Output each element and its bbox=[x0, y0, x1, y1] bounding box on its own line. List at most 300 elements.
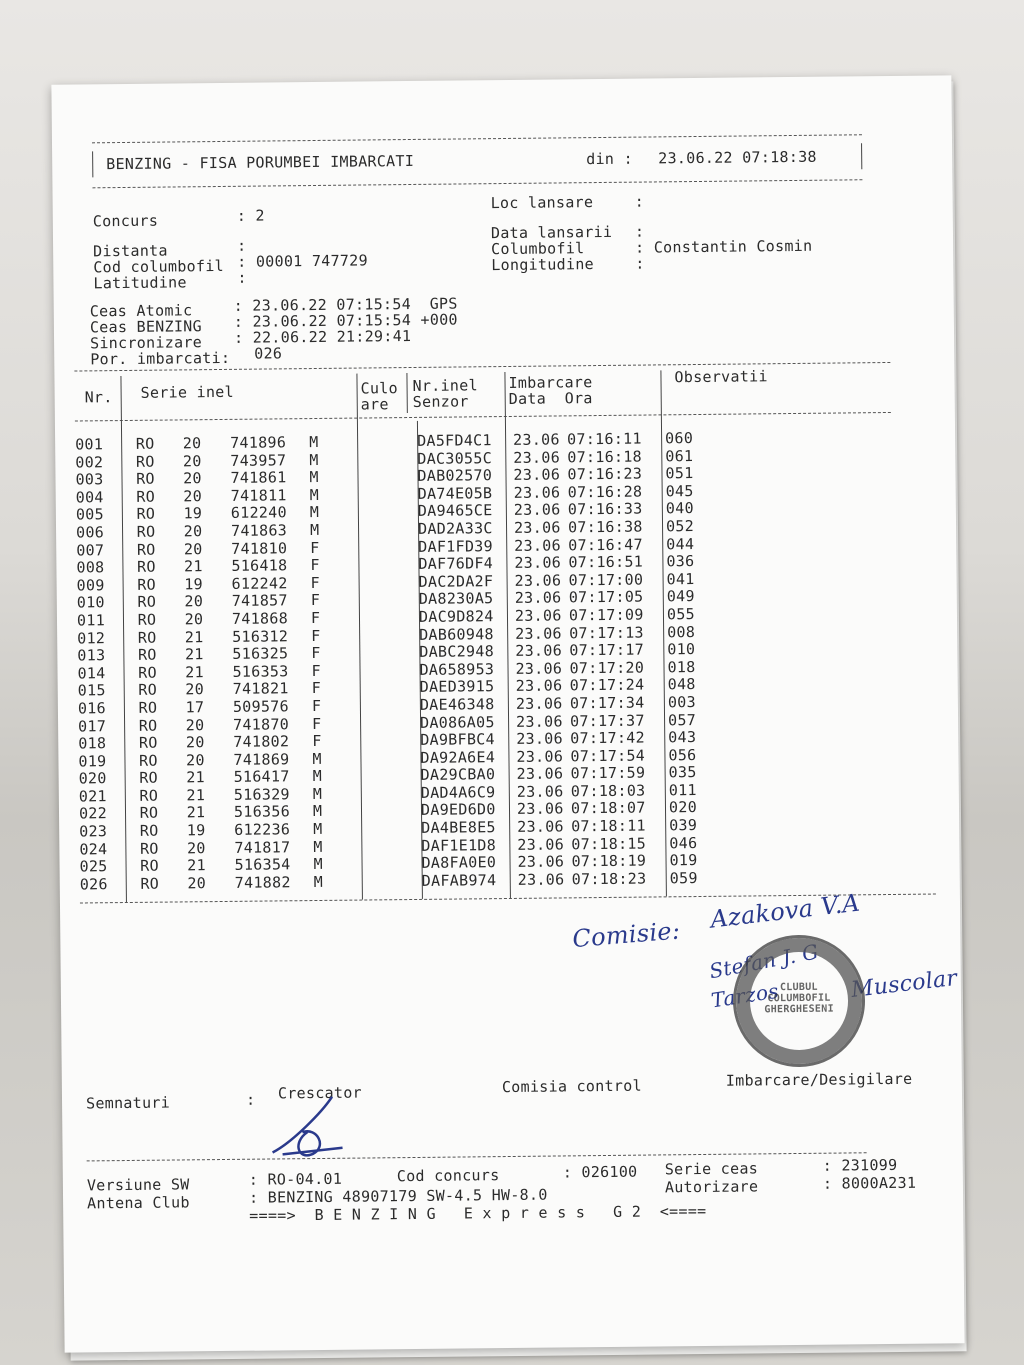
row-date: 23.06 bbox=[513, 430, 560, 449]
row-country: RO bbox=[139, 804, 159, 823]
handwritten-name-1: Azakova V.A bbox=[708, 888, 862, 934]
row-country: RO bbox=[138, 698, 158, 717]
row-time: 07:16:38 bbox=[567, 517, 643, 537]
row-year: 20 bbox=[183, 539, 203, 558]
benzing-express-banner: ====> B E N Z I N G E x p r e s s G 2 <==== bbox=[249, 1201, 707, 1225]
concurs-value: : 2 bbox=[236, 206, 265, 225]
row-ring: 516354 bbox=[234, 855, 291, 875]
row-ring: 741882 bbox=[234, 873, 291, 892]
ceas-benzing-value: : 23.06.22 07:15:54 +000 bbox=[233, 310, 458, 331]
row-sex: F bbox=[311, 644, 321, 663]
row-date: 23.06 bbox=[514, 571, 562, 590]
row-date: 23.06 bbox=[513, 465, 561, 485]
row-sensor: DAF1FD39 bbox=[418, 536, 493, 556]
distanta-label: Distanta bbox=[93, 241, 168, 261]
row-obs: 008 bbox=[667, 622, 696, 641]
row-obs: 057 bbox=[667, 710, 697, 729]
row-obs: 059 bbox=[669, 868, 698, 888]
row-obs: 060 bbox=[665, 429, 694, 448]
row-color bbox=[362, 714, 420, 732]
row-country: RO bbox=[138, 663, 157, 682]
row-year: 20 bbox=[183, 469, 202, 488]
col-header-culo: Culo bbox=[360, 379, 399, 398]
row-nr: 010 bbox=[76, 593, 105, 612]
row-nr: 008 bbox=[76, 558, 105, 577]
row-sex: M bbox=[309, 432, 319, 452]
col-sep-culo-top bbox=[406, 373, 407, 413]
row-color bbox=[359, 451, 417, 469]
row-sensor: DAF76DF4 bbox=[418, 554, 494, 574]
row-nr: 005 bbox=[75, 505, 104, 524]
row-color bbox=[363, 855, 421, 873]
row-ring: 741896 bbox=[230, 433, 287, 452]
row-time: 07:17:42 bbox=[570, 728, 646, 748]
col-header-imbarcare: Imbarcare bbox=[508, 373, 593, 392]
row-sensor: DA8230A5 bbox=[418, 589, 494, 609]
row-color bbox=[361, 644, 419, 662]
row-nr: 024 bbox=[79, 839, 108, 859]
row-ring: 516325 bbox=[232, 644, 289, 664]
cod-columbofil-label: Cod columbofil bbox=[93, 256, 225, 277]
por-imbarcati-value: 026 bbox=[254, 344, 283, 363]
row-year: 20 bbox=[183, 486, 203, 506]
document-sheet bbox=[51, 75, 964, 1352]
autorizare-label: Autorizare bbox=[664, 1177, 759, 1197]
row-ring: 741811 bbox=[230, 486, 287, 505]
row-year: 21 bbox=[185, 662, 204, 682]
row-obs: 049 bbox=[666, 587, 695, 606]
row-time: 07:18:07 bbox=[570, 799, 646, 818]
col-header-data-ora: Data Ora bbox=[508, 389, 593, 408]
por-imbarcati-label: Por. imbarcati: bbox=[90, 348, 231, 369]
row-year: 21 bbox=[184, 557, 203, 576]
row-nr: 025 bbox=[79, 857, 108, 876]
row-date: 23.06 bbox=[516, 747, 564, 766]
row-obs: 043 bbox=[668, 728, 697, 747]
row-sex: F bbox=[310, 538, 320, 557]
row-obs: 011 bbox=[668, 780, 697, 800]
versiune-sw-value: : RO-04.01 bbox=[248, 1169, 343, 1189]
row-sensor: DAE46348 bbox=[419, 695, 495, 714]
row-time: 07:17:20 bbox=[569, 658, 645, 678]
row-color bbox=[363, 820, 421, 838]
row-time: 07:16:33 bbox=[567, 499, 643, 519]
row-color bbox=[359, 468, 417, 486]
row-year: 20 bbox=[182, 434, 202, 453]
row-ring: 612236 bbox=[234, 820, 291, 839]
row-country: RO bbox=[137, 628, 157, 647]
document-title: BENZING - FISA PORUMBEI IMBARCATI bbox=[106, 151, 415, 174]
antena-club-label: Antena Club bbox=[87, 1193, 190, 1213]
col-header-nr: Nr. bbox=[84, 388, 113, 407]
row-obs: 039 bbox=[669, 816, 698, 835]
row-country: RO bbox=[138, 733, 158, 752]
row-sensor: DAB02570 bbox=[417, 466, 493, 486]
row-year: 19 bbox=[184, 574, 204, 594]
row-country: RO bbox=[136, 540, 156, 559]
club-stamp bbox=[732, 934, 865, 1067]
row-year: 20 bbox=[184, 610, 204, 629]
row-ring: 741868 bbox=[231, 609, 289, 628]
row-year: 21 bbox=[186, 803, 206, 822]
row-time: 07:16:18 bbox=[567, 447, 643, 466]
row-country: RO bbox=[139, 768, 159, 788]
row-sex: F bbox=[311, 661, 321, 680]
row-sensor: DA92A6E4 bbox=[420, 747, 496, 767]
row-color bbox=[361, 574, 419, 592]
row-sensor: DAC9D824 bbox=[418, 607, 494, 626]
row-date: 23.06 bbox=[515, 694, 563, 713]
row-ring: 612242 bbox=[231, 574, 288, 593]
row-country: RO bbox=[140, 874, 160, 893]
row-country: RO bbox=[135, 452, 155, 471]
row-sex: M bbox=[312, 784, 323, 803]
row-nr: 017 bbox=[78, 716, 107, 736]
row-date: 23.06 bbox=[516, 799, 564, 819]
row-nr: 003 bbox=[75, 470, 104, 489]
row-date: 23.06 bbox=[513, 518, 561, 537]
row-sex: M bbox=[309, 450, 319, 469]
row-nr: 019 bbox=[78, 751, 107, 771]
col-header-senzor: Senzor bbox=[412, 392, 469, 411]
row-date: 23.06 bbox=[515, 623, 562, 643]
row-year: 21 bbox=[184, 627, 204, 646]
row-ring: 516418 bbox=[231, 556, 288, 576]
row-sensor: DA5FD4C1 bbox=[417, 431, 492, 450]
row-ring: 741857 bbox=[231, 591, 288, 611]
row-country: RO bbox=[135, 434, 155, 453]
row-country: RO bbox=[137, 593, 157, 612]
col-header-observatii: Observatii bbox=[674, 367, 768, 387]
row-time: 07:16:47 bbox=[568, 535, 643, 554]
crescator-label: Crescator bbox=[277, 1083, 363, 1103]
row-year: 19 bbox=[186, 821, 206, 840]
row-color bbox=[360, 538, 418, 556]
pigeon-table bbox=[75, 430, 730, 894]
comisia-control-label: Comisia control bbox=[501, 1076, 642, 1097]
latitudine-value: : bbox=[237, 268, 247, 287]
row-country: RO bbox=[138, 680, 158, 700]
row-color bbox=[360, 521, 418, 539]
row-date: 23.06 bbox=[516, 764, 564, 784]
row-color bbox=[360, 556, 418, 574]
row-obs: 048 bbox=[667, 675, 696, 694]
cod-concurs-value: : 026100 bbox=[562, 1162, 638, 1182]
row-sensor: DABC2948 bbox=[419, 642, 495, 662]
ceas-benzing-label: Ceas BENZING bbox=[89, 317, 203, 337]
row-obs: 040 bbox=[665, 499, 694, 518]
autorizare-value: : 8000A231 bbox=[822, 1173, 917, 1193]
row-year: 21 bbox=[186, 786, 206, 805]
row-sex: M bbox=[309, 520, 320, 540]
row-obs: 045 bbox=[665, 481, 694, 501]
longitudine-value: : bbox=[635, 254, 645, 273]
row-sex: F bbox=[310, 608, 321, 627]
row-sensor: DAF1E1D8 bbox=[421, 835, 497, 855]
row-color bbox=[361, 662, 419, 680]
row-nr: 001 bbox=[75, 435, 104, 454]
row-ring: 741869 bbox=[233, 749, 290, 769]
row-sex: M bbox=[313, 855, 324, 874]
semnaturi-label: Semnaturi bbox=[85, 1093, 171, 1113]
row-country: RO bbox=[137, 575, 157, 594]
row-ring: 516312 bbox=[232, 626, 289, 646]
col-header-nr-inel: Nr.inel bbox=[412, 376, 478, 395]
ceas-atomic-value: : 23.06.22 07:15:54 GPS bbox=[233, 294, 458, 315]
row-time: 07:16:23 bbox=[567, 464, 643, 484]
row-time: 07:18:23 bbox=[571, 869, 647, 889]
row-ring: 741863 bbox=[230, 521, 288, 540]
row-sensor: DA658953 bbox=[419, 659, 495, 679]
ceas-atomic-label: Ceas Atomic bbox=[89, 301, 193, 321]
loc-lansare-value: : bbox=[634, 192, 645, 211]
row-time: 07:18:03 bbox=[570, 781, 646, 801]
longitudine-label: Longitudine bbox=[491, 255, 595, 275]
row-nr: 021 bbox=[78, 787, 107, 806]
row-nr: 007 bbox=[76, 540, 105, 560]
row-sex: F bbox=[311, 696, 322, 715]
row-sensor: DAED3915 bbox=[419, 677, 495, 697]
row-color bbox=[359, 433, 417, 451]
row-sensor: DA74E05B bbox=[417, 483, 493, 503]
row-ring: 741870 bbox=[232, 714, 290, 734]
row-ring: 741861 bbox=[230, 468, 287, 488]
row-date: 23.06 bbox=[514, 606, 562, 625]
row-obs: 051 bbox=[665, 464, 694, 483]
row-time: 07:16:51 bbox=[568, 552, 644, 572]
row-obs: 035 bbox=[668, 763, 697, 782]
row-sensor: DAFAB974 bbox=[421, 870, 497, 890]
row-nr: 018 bbox=[78, 734, 107, 753]
data-lansarii-label: Data lansarii bbox=[490, 222, 613, 243]
row-country: RO bbox=[140, 856, 159, 876]
row-date: 23.06 bbox=[515, 641, 563, 661]
row-country: RO bbox=[137, 610, 157, 629]
row-obs: 018 bbox=[667, 657, 696, 677]
row-country: RO bbox=[136, 487, 156, 506]
row-ring: 741810 bbox=[231, 538, 288, 558]
row-color bbox=[363, 767, 421, 785]
row-nr: 011 bbox=[76, 611, 106, 630]
data-lansarii-value: : bbox=[634, 222, 645, 241]
row-country: RO bbox=[138, 716, 158, 735]
row-time: 07:17:09 bbox=[568, 605, 644, 625]
row-obs: 010 bbox=[667, 640, 696, 659]
row-sex: F bbox=[311, 626, 321, 645]
row-color bbox=[363, 838, 421, 856]
row-sex: F bbox=[311, 714, 322, 733]
crescator-signature bbox=[262, 1092, 353, 1163]
row-date: 23.06 bbox=[517, 835, 565, 854]
table-header-rule bbox=[75, 412, 891, 422]
row-sex: F bbox=[310, 591, 321, 610]
row-time: 07:17:00 bbox=[568, 570, 644, 590]
row-obs: 036 bbox=[666, 552, 695, 571]
distanta-value: : bbox=[236, 236, 247, 255]
row-ring: 516356 bbox=[233, 802, 291, 822]
row-year: 21 bbox=[184, 645, 204, 664]
row-date: 23.06 bbox=[514, 588, 562, 608]
row-date: 23.06 bbox=[514, 535, 561, 555]
row-ring: 516417 bbox=[233, 767, 290, 787]
col-header-serie: Serie inel bbox=[140, 382, 235, 402]
row-time: 07:17:24 bbox=[569, 675, 645, 695]
row-year: 19 bbox=[183, 504, 203, 523]
row-obs: 044 bbox=[666, 534, 695, 553]
row-date: 23.06 bbox=[517, 852, 565, 872]
row-sex: M bbox=[312, 802, 323, 821]
row-color bbox=[362, 679, 420, 697]
handwritten-comisie: Comisie: bbox=[571, 916, 682, 954]
row-ring: 509576 bbox=[232, 697, 290, 716]
row-nr: 023 bbox=[79, 822, 108, 841]
row-time: 07:17:34 bbox=[569, 693, 645, 713]
row-country: RO bbox=[139, 821, 159, 840]
row-sensor: DA9BFBC4 bbox=[420, 730, 496, 750]
row-sensor: DA29CBA0 bbox=[420, 765, 496, 785]
serie-ceas-value: : 231099 bbox=[822, 1155, 898, 1175]
handwritten-name-2: Stefan J. G bbox=[707, 939, 821, 984]
row-country: RO bbox=[137, 645, 157, 664]
row-sex: F bbox=[311, 679, 322, 698]
row-time: 07:17:37 bbox=[569, 711, 645, 730]
row-time: 07:16:28 bbox=[567, 482, 643, 502]
col-header-are: are bbox=[360, 395, 389, 414]
row-color bbox=[361, 626, 419, 644]
row-date: 23.06 bbox=[513, 448, 561, 467]
row-nr: 012 bbox=[77, 628, 106, 648]
row-sensor: DA4BE8E5 bbox=[421, 818, 496, 837]
row-nr: 022 bbox=[78, 804, 108, 823]
row-time: 07:17:59 bbox=[570, 763, 646, 783]
row-ring: 741817 bbox=[234, 837, 291, 857]
sincronizare-value: : 22.06.22 21:29:41 bbox=[233, 326, 412, 347]
row-ring: 741821 bbox=[232, 679, 289, 699]
row-date: 23.06 bbox=[515, 711, 563, 731]
row-time: 07:16:11 bbox=[567, 429, 642, 449]
row-obs: 061 bbox=[665, 446, 694, 465]
row-time: 07:18:11 bbox=[571, 816, 646, 836]
row-color bbox=[363, 785, 421, 803]
row-sensor: DAD2A33C bbox=[417, 519, 493, 538]
row-color bbox=[363, 802, 421, 820]
row-color bbox=[362, 732, 420, 750]
row-sex: F bbox=[310, 573, 321, 592]
row-date: 23.06 bbox=[513, 483, 561, 502]
row-year: 21 bbox=[186, 768, 206, 787]
row-color bbox=[360, 503, 418, 521]
row-year: 17 bbox=[185, 698, 205, 717]
row-obs: 020 bbox=[668, 798, 698, 817]
row-country: RO bbox=[136, 469, 155, 489]
row-sex: M bbox=[312, 767, 323, 786]
columbofil-label: Columbofil bbox=[491, 239, 585, 259]
row-country: RO bbox=[136, 505, 156, 524]
row-time: 07:17:13 bbox=[569, 623, 644, 642]
row-nr: 020 bbox=[78, 769, 107, 788]
row-year: 20 bbox=[183, 522, 203, 541]
row-year: 20 bbox=[185, 733, 205, 752]
row-sensor: DA8FA0E0 bbox=[421, 853, 497, 873]
row-nr: 026 bbox=[79, 875, 108, 894]
header-box bbox=[92, 134, 862, 188]
row-country: RO bbox=[136, 522, 156, 541]
latitudine-label: Latitudine bbox=[93, 273, 187, 293]
row-obs: 056 bbox=[668, 745, 697, 765]
row-obs: 003 bbox=[667, 692, 696, 712]
row-obs: 052 bbox=[665, 517, 695, 536]
row-color bbox=[362, 750, 420, 768]
row-year: 20 bbox=[185, 715, 205, 734]
row-time: 07:18:15 bbox=[571, 834, 647, 853]
row-sex: M bbox=[313, 837, 323, 856]
row-ring: 516329 bbox=[233, 785, 290, 804]
row-nr: 016 bbox=[77, 699, 107, 718]
row-sex: F bbox=[312, 732, 322, 751]
din-label: din : bbox=[586, 149, 633, 169]
row-sex: M bbox=[313, 820, 323, 839]
row-year: 20 bbox=[182, 451, 202, 470]
row-year: 20 bbox=[187, 874, 207, 893]
row-nr: 014 bbox=[77, 663, 106, 683]
row-nr: 013 bbox=[77, 646, 106, 665]
row-obs: 046 bbox=[669, 833, 698, 852]
row-nr: 015 bbox=[77, 681, 106, 700]
loc-lansare-label: Loc lansare bbox=[490, 193, 594, 213]
row-year: 20 bbox=[186, 838, 206, 858]
row-sensor: DAD4A6C9 bbox=[420, 783, 496, 802]
row-country: RO bbox=[139, 751, 158, 770]
columbofil-value: : Constantin Cosmin bbox=[635, 236, 813, 257]
row-date: 23.06 bbox=[516, 782, 564, 801]
row-country: RO bbox=[139, 839, 159, 858]
row-obs: 041 bbox=[666, 569, 695, 589]
row-year: 20 bbox=[184, 592, 204, 611]
row-sex: M bbox=[309, 503, 320, 522]
row-date: 23.06 bbox=[515, 676, 563, 696]
concurs-label: Concurs bbox=[92, 211, 159, 231]
row-sex: M bbox=[309, 485, 320, 504]
serie-ceas-label: Serie ceas bbox=[664, 1159, 759, 1179]
row-ring: 516353 bbox=[232, 662, 289, 681]
versiune-sw-label: Versiune SW bbox=[86, 1175, 190, 1195]
row-year: 20 bbox=[185, 680, 205, 699]
row-date: 23.06 bbox=[517, 817, 564, 836]
row-color bbox=[364, 873, 422, 891]
row-date: 23.06 bbox=[516, 729, 564, 749]
row-ring: 612240 bbox=[230, 503, 287, 523]
stamp-text: CLUBUL COLUMBOFIL GHERGHESENI bbox=[764, 981, 834, 1016]
row-ring: 743957 bbox=[230, 450, 287, 470]
row-color bbox=[361, 609, 419, 627]
row-date: 23.06 bbox=[513, 500, 561, 520]
row-date: 23.06 bbox=[517, 870, 565, 889]
antena-club-value: : BENZING 48907179 SW-4.5 HW-8.0 bbox=[248, 1185, 548, 1207]
row-sensor: DA086A05 bbox=[419, 712, 495, 732]
row-nr: 009 bbox=[76, 575, 105, 595]
row-sensor: DAC3055C bbox=[417, 448, 493, 468]
row-year: 20 bbox=[186, 750, 205, 770]
handwritten-name-4: Muscolar bbox=[849, 965, 959, 1003]
row-color bbox=[362, 697, 420, 715]
row-time: 07:17:17 bbox=[569, 640, 645, 660]
semnaturi-colon: : bbox=[245, 1090, 256, 1109]
row-sex: F bbox=[310, 556, 320, 575]
row-color bbox=[360, 486, 418, 504]
row-sensor: DA9465CE bbox=[417, 501, 493, 521]
row-time: 07:18:19 bbox=[571, 851, 647, 871]
row-color bbox=[361, 591, 419, 609]
